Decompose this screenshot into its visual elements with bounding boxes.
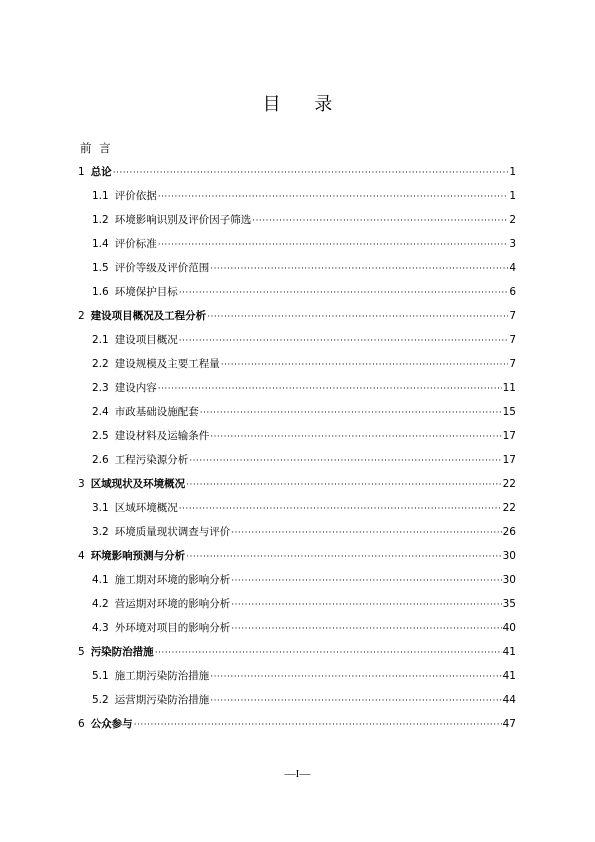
- toc-entry-label: 建设材料及运输条件: [114, 430, 210, 442]
- toc-entry-page: 7: [509, 310, 516, 322]
- toc-dot-leader: [210, 665, 501, 689]
- toc-entry-page: 7: [509, 358, 516, 370]
- toc-entry[interactable]: [78, 568, 516, 592]
- toc-dot-leader: [252, 209, 508, 233]
- toc-entry-page: 41: [502, 646, 516, 658]
- toc-entry-number: 2.2: [92, 358, 109, 370]
- page-number-footer: —I—: [284, 768, 311, 780]
- toc-entry-label: 公众参与: [90, 718, 133, 730]
- toc-dot-leader: [231, 521, 501, 545]
- toc-entry-number: 6: [78, 718, 85, 730]
- toc-entry-label: 施工期对环境的影响分析: [114, 574, 231, 586]
- toc-entry-label: 工程污染源分析: [114, 454, 189, 466]
- toc-entry-page: 15: [502, 406, 516, 418]
- toc-entry-page: 7: [509, 334, 516, 346]
- toc-entry-label: 运营期污染防治措施: [114, 694, 210, 706]
- toc-entry-page: 26: [502, 526, 516, 538]
- toc-dot-leader: [155, 641, 502, 665]
- toc-entry-page: 11: [502, 382, 516, 394]
- toc-dot-leader: [200, 401, 502, 425]
- preface-heading: 前 言: [80, 141, 113, 155]
- toc-entry-number: 3.2: [92, 526, 109, 538]
- toc-entry-page: 3: [509, 238, 516, 250]
- toc-dot-leader: [231, 593, 501, 617]
- toc-dot-leader: [158, 185, 509, 209]
- toc-entry-label: 区域现状及环境概况: [90, 478, 186, 490]
- toc-dot-leader: [134, 713, 502, 737]
- toc-entry-page: 1: [509, 166, 516, 178]
- toc-entry-page: 1: [509, 190, 516, 202]
- toc-entry-page: 30: [502, 574, 516, 586]
- toc-dot-leader: [186, 473, 501, 497]
- toc-entry-number: 1: [78, 166, 85, 178]
- toc-dot-leader: [158, 377, 502, 401]
- toc-entry-number: 2.6: [92, 454, 109, 466]
- toc-entry-page: 17: [502, 430, 516, 442]
- toc-entry-number: 2.5: [92, 430, 109, 442]
- toc-dot-leader: [186, 545, 501, 569]
- toc-entry-number: 2: [78, 310, 85, 322]
- toc-entry-number: 2.3: [92, 382, 109, 394]
- toc-entry-label: 环境质量现状调查与评价: [114, 526, 231, 538]
- toc-entry[interactable]: [78, 448, 516, 472]
- toc-dot-leader: [231, 617, 501, 641]
- toc-dot-leader: [207, 305, 508, 329]
- page-title: 目 录: [262, 94, 347, 115]
- toc-dot-leader: [210, 425, 501, 449]
- toc-entry[interactable]: [78, 688, 516, 712]
- toc-entry[interactable]: [78, 664, 516, 688]
- toc-entry-number: 4.3: [92, 622, 109, 634]
- toc-entry[interactable]: [78, 160, 516, 184]
- toc-entry-page: 47: [502, 718, 516, 730]
- toc-entry-label: 总论: [90, 166, 112, 178]
- toc-entry[interactable]: [78, 544, 516, 568]
- toc-entry-label: 环境影响预测与分析: [90, 550, 186, 562]
- toc-entry-number: 1.1: [92, 190, 109, 202]
- toc-dot-leader: [179, 281, 509, 305]
- toc-entry-label: 营运期对环境的影响分析: [114, 598, 231, 610]
- toc-entry[interactable]: [78, 376, 516, 400]
- toc-dot-leader: [158, 233, 509, 257]
- toc-entry[interactable]: [78, 328, 516, 352]
- toc-entry[interactable]: [78, 256, 516, 280]
- toc-entry-label: 外环境对项目的影响分析: [114, 622, 231, 634]
- toc-entry-page: 41: [502, 670, 516, 682]
- toc-entry-page: 40: [502, 622, 516, 634]
- toc-entry-page: 35: [502, 598, 516, 610]
- toc-entry-number: 1.4: [92, 238, 109, 250]
- toc-entry-label: 污染防治措施: [90, 646, 154, 658]
- toc-entry[interactable]: [78, 400, 516, 424]
- toc-dot-leader: [210, 257, 508, 281]
- toc-entry-number: 4: [78, 550, 85, 562]
- toc-entry-label: 建设内容: [114, 382, 157, 394]
- toc-entry-number: 5.2: [92, 694, 109, 706]
- toc-entry-number: 1.2: [92, 214, 109, 226]
- toc-entry-page: 22: [502, 478, 516, 490]
- toc-entry[interactable]: [78, 184, 516, 208]
- toc-entry-number: 5.1: [92, 670, 109, 682]
- toc-entry-page: 6: [509, 286, 516, 298]
- toc-dot-leader: [179, 497, 502, 521]
- toc-entry-label: 环境保护目标: [114, 286, 178, 298]
- toc-entry-label: 市政基础设施配套: [114, 406, 199, 418]
- toc-dot-leader: [179, 329, 509, 353]
- toc-entry-page: 4: [509, 262, 516, 274]
- toc-entry-label: 评价依据: [114, 190, 157, 202]
- toc-entry-label: 评价等级及评价范围: [114, 262, 210, 274]
- toc-entry-number: 2.4: [92, 406, 109, 418]
- toc-entry-label: 评价标准: [114, 238, 157, 250]
- toc-entry-page: 17: [502, 454, 516, 466]
- toc-entry[interactable]: [78, 472, 516, 496]
- toc-entry-number: 3: [78, 478, 85, 490]
- toc-entry[interactable]: [78, 424, 516, 448]
- toc-entry[interactable]: [78, 352, 516, 376]
- table-of-contents: [78, 160, 516, 736]
- toc-dot-leader: [231, 569, 501, 593]
- toc-entry[interactable]: [78, 616, 516, 640]
- toc-dot-leader: [189, 449, 501, 473]
- toc-entry[interactable]: [78, 640, 516, 664]
- toc-entry-label: 建设项目概况: [114, 334, 178, 346]
- toc-entry[interactable]: [78, 208, 516, 232]
- toc-dot-leader: [221, 353, 509, 377]
- toc-entry-number: 3.1: [92, 502, 109, 514]
- toc-entry[interactable]: [78, 232, 516, 256]
- toc-entry-page: 2: [509, 214, 516, 226]
- toc-entry[interactable]: [78, 280, 516, 304]
- toc-entry-label: 环境影响识别及评价因子筛选: [114, 214, 252, 226]
- toc-entry-page: 44: [502, 694, 516, 706]
- toc-entry-page: 30: [502, 550, 516, 562]
- toc-entry-number: 5: [78, 646, 85, 658]
- toc-entry-label: 建设规模及主要工程量: [114, 358, 220, 370]
- toc-entry[interactable]: [78, 304, 516, 328]
- toc-dot-leader: [210, 689, 501, 713]
- toc-dot-leader: [113, 161, 509, 185]
- toc-entry-label: 区域环境概况: [114, 502, 178, 514]
- toc-entry-label: 施工期污染防治措施: [114, 670, 210, 682]
- toc-entry[interactable]: [78, 592, 516, 616]
- toc-entry-number: 1.5: [92, 262, 109, 274]
- toc-entry-page: 22: [502, 502, 516, 514]
- toc-entry-label: 建设项目概况及工程分析: [90, 310, 207, 322]
- toc-entry[interactable]: [78, 520, 516, 544]
- toc-entry-number: 4.1: [92, 574, 109, 586]
- toc-entry-number: 1.6: [92, 286, 109, 298]
- toc-entry[interactable]: [78, 496, 516, 520]
- toc-entry-number: 2.1: [92, 334, 109, 346]
- toc-entry-number: 4.2: [92, 598, 109, 610]
- toc-entry[interactable]: [78, 712, 516, 736]
